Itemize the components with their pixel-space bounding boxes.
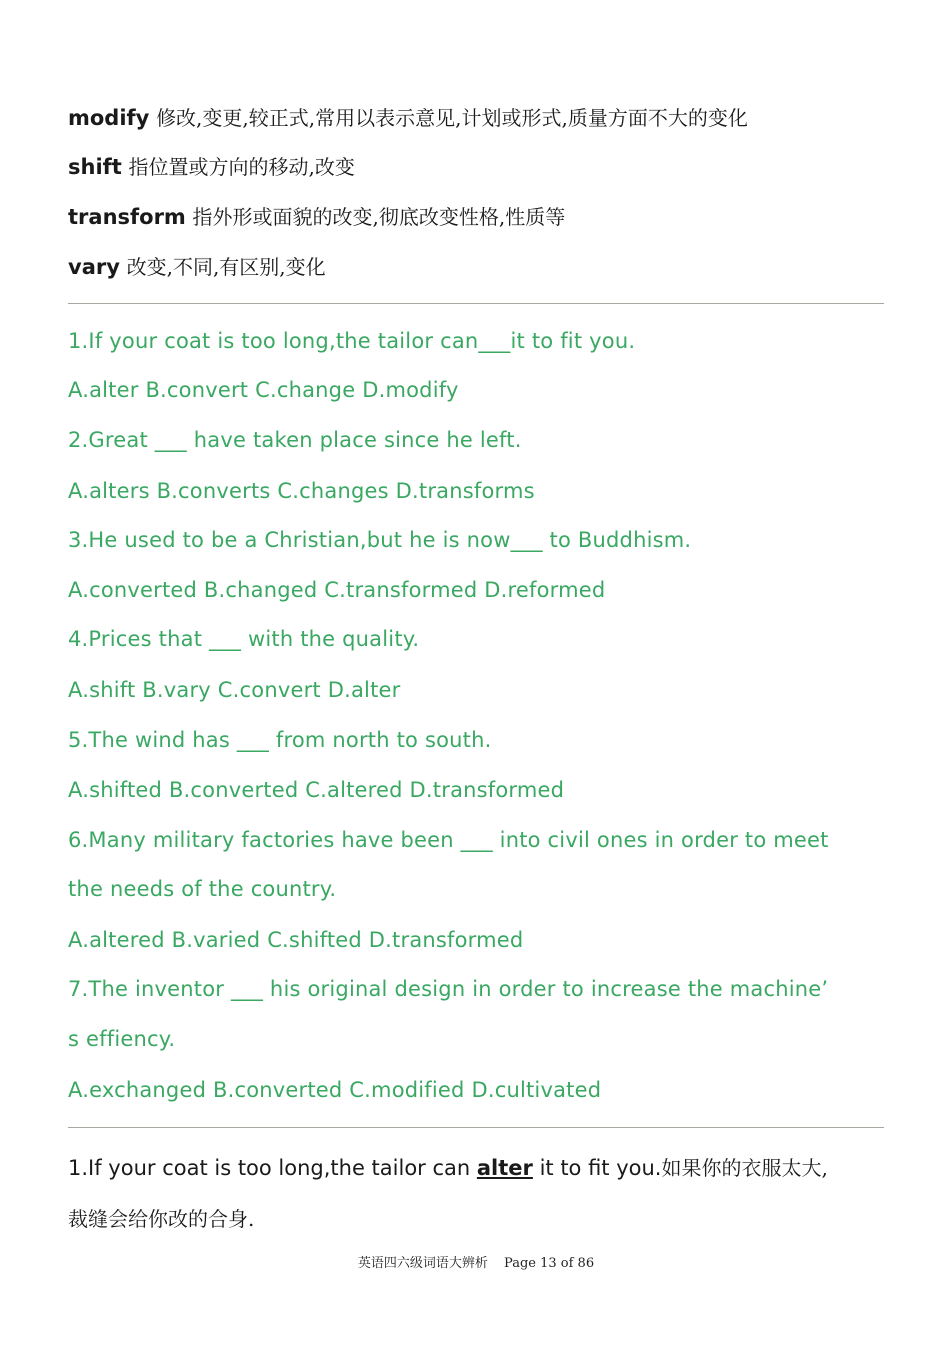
definition-meaning: 指位置或方向的移动,改变 — [128, 155, 355, 179]
answer-translation: 裁缝会给你改的合身. — [68, 1207, 255, 1231]
exercise-line: s effiency. — [68, 1027, 176, 1051]
exercise-line: A.altered B.varied C.shifted D.transformed — [68, 928, 524, 952]
exercise-line: A.converted B.changed C.transformed D.reformed — [68, 578, 606, 602]
definition-meaning: 修改,变更,较正式,常用以表示意见,计划或形式,质量方面不大的变化 — [156, 106, 748, 130]
answer-key: alter — [476, 1156, 533, 1180]
exercise-line: 7.The inventor ___ his original design in order to increase the machine’ — [68, 977, 829, 1001]
definition-transform — [68, 201, 884, 230]
page-footer — [0, 1252, 952, 1271]
answer-line — [68, 1203, 884, 1232]
definition-term: shift — [68, 155, 122, 179]
exercise-line: 4.Prices that ___ with the quality. — [68, 627, 420, 651]
definition-meaning: 指外形或面貌的改变,彻底改变性格,性质等 — [192, 205, 566, 229]
exercise-line: 6.Many military factories have been ___ into civil ones in order to meet — [68, 828, 829, 852]
definition-shift — [68, 151, 884, 180]
footer-doc-title: 英语四六级词语大辨析 — [357, 1256, 488, 1271]
exercise-line: the needs of the country. — [68, 877, 337, 901]
definition-term: vary — [68, 255, 120, 279]
definition-term: modify — [68, 106, 150, 130]
exercise-line: 3.He used to be a Christian,but he is now___ to Buddhism. — [68, 528, 692, 552]
exercise-line: 2.Great ___ have taken place since he left. — [68, 428, 522, 452]
exercise-line: A.alters B.converts C.changes D.transforms — [68, 479, 535, 503]
definition-modify — [68, 102, 884, 131]
answer-text: it to fit you. — [532, 1156, 662, 1180]
answer-translation: 如果你的衣服太大, — [661, 1156, 828, 1180]
answer-line — [68, 1152, 884, 1181]
definition-vary — [68, 251, 884, 280]
exercise-line: A.shift B.vary C.convert D.alter — [68, 678, 401, 702]
definition-meaning: 改变,不同,有区别,变化 — [126, 255, 326, 279]
exercise-line: A.alter B.convert C.change D.modify — [68, 378, 459, 402]
footer-page-number: Page 13 of 86 — [504, 1256, 595, 1271]
exercise-line: A.shifted B.converted C.altered D.transformed — [68, 778, 565, 802]
divider — [68, 303, 884, 304]
exercise-line: A.exchanged B.converted C.modified D.cultivated — [68, 1078, 602, 1102]
divider — [68, 1127, 884, 1128]
exercise-line: 5.The wind has ___ from north to south. — [68, 728, 492, 752]
exercise-line: 1.If your coat is too long,the tailor can___it to fit you. — [68, 329, 636, 353]
answer-text: 1.If your coat is too long,the tailor can — [68, 1156, 477, 1180]
definition-term: transform — [68, 205, 186, 229]
